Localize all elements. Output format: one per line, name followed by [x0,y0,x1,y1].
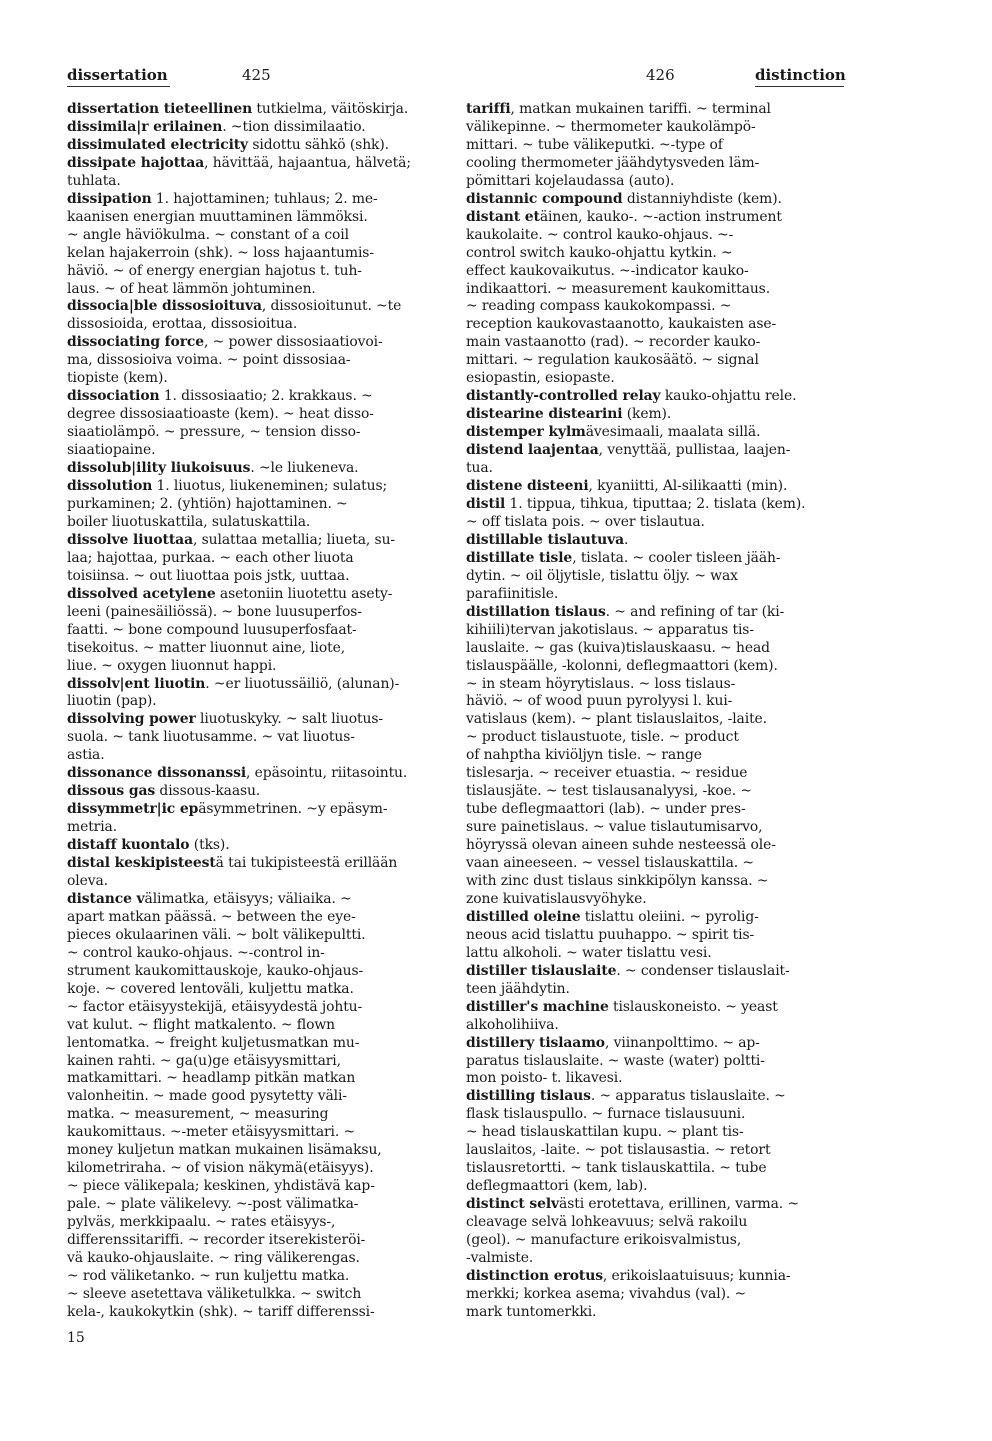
entry-line: ~ in steam höyrytislaus. ~ loss tislaus- [466,675,736,692]
entry-line: money kuljetun matkan mukainen lisämaksu, [67,1142,382,1159]
entry-line: distaff kuontalo (tks). [67,837,230,854]
headword: dissolution [67,478,153,495]
headword: distillate tisle [466,549,573,566]
entry-line: dissipation 1. hajottaminen; tuhlaus; 2. me- [67,190,378,207]
entry-line: tislesarja. ~ receiver etuastia. ~ residue [466,765,748,782]
entry-line: höyryssä olevan aineen suhde nesteessä ole- [466,837,776,854]
entry-line: with zinc dust tislaus sinkkipölyn kanssa. ~ [466,872,769,889]
entry-line: mon poisto- t. likavesi. [466,1070,623,1087]
entry-line: distinction erotus, erikoislaatuisuus; kunnia- [466,1267,791,1284]
entry-line: leeni (painesäiliössä). ~ bone luusuperfos- [67,603,362,620]
entry-line: distene disteeni, kyaniitti, Al-silikaatti (min). [466,478,788,495]
entry-line: ~ angle häviökulma. ~ constant of a coil [67,226,349,243]
entry-line: pieces okulaarinen väli. ~ bolt välikepultti. [67,926,366,943]
entry-line: kilometriraha. ~ of vision näkymä(etäisyys). [67,1160,374,1177]
dictionary-entry [466,604,847,909]
headword: dissimulated electricity [67,136,249,153]
entry-line: distiller's machine tislauskoneisto. ~ yeast [466,998,778,1015]
dictionary-entry [67,891,448,1322]
headword: dissonance dissonanssi [67,765,247,782]
entry-line: kela-, kaukokytkin (shk). ~ tariff differenssi- [67,1303,375,1320]
entry-line: distant etäinen, kauko-. ~-action instrument [466,208,782,225]
dictionary-entry [67,388,448,460]
dictionary-entry [466,550,847,604]
entry-line: pylväs, merkkipaalu. ~ rates etäisyys-, [67,1214,336,1231]
entry-line: distillery tislaamo, viinanpolttimo. ~ ap- [466,1034,760,1051]
entry-line: dissymmetr|ic epäsymmetrinen. ~y epäsym- [67,801,388,818]
entry-line: sure painetislaus. ~ value tislautumisarvo, [466,819,763,836]
entry-line: tariffi, matkan mukainen tariffi. ~ terminal [466,101,771,117]
headword: distillery tislaamo [466,1034,605,1051]
dictionary-entry [466,1196,847,1268]
dictionary-entry [67,765,448,783]
headword: dissertation tieteellinen [67,101,253,117]
dictionary-entry [466,191,847,209]
entry-line: distilled oleine tislattu oleiini. ~ pyrolig- [466,908,759,925]
entry-line: vaan aineeseen. ~ vessel tislauskattila. ~ [466,855,754,872]
entry-line: reception kaukovastaanotto, kaukaisten ase- [466,316,777,333]
entry-line: esiopastin, esiopaste. [466,370,615,387]
entry-line: alkoholihiiva. [466,1016,559,1033]
dictionary-entry [466,101,847,191]
headword: distilling tislaus [466,1088,591,1105]
entry-line: distillation tislaus. ~ and refining of tar (ki- [466,603,785,620]
headword: distil [466,495,506,512]
dictionary-entry [466,532,847,550]
entry-line: distend laajentaa, venyttää, pullistaa, laajen- [466,442,791,459]
headword: distinction erotus [466,1267,603,1284]
entry-line: dissimila|r erilainen. ~tion dissimilaatio. [67,118,366,135]
running-head-right: distinction [755,66,846,84]
headword: dissolub|ility liukoisuus [67,460,251,477]
headword: dissymmetr|ic ep [67,801,199,818]
headword: distilled oleine [466,908,581,925]
headword: dissolv|ent liuotin [67,675,206,692]
entry-line: distiller tislauslaite. ~ condenser tislauslait- [466,962,790,979]
entry-line: lauslaite. ~ gas (kuiva)tislauskaasu. ~ head [466,639,770,656]
headword: distannic compound [466,190,623,207]
dictionary-entry [67,801,448,837]
headword: dissocia|ble dissosioituva [67,298,262,315]
entry-line: dissolving power liuotuskyky. ~ salt liuotus- [67,711,384,728]
entry-line: control switch kauko-ohjattu kytkin. ~ [466,244,733,261]
entry-line: ~ rod väliketanko. ~ run kuljettu matka. [67,1267,350,1284]
entry-line: teen jäähdytin. [466,980,570,997]
entry-line: ~ off tislata pois. ~ over tislautua. [466,513,705,530]
entry-line: mittari. ~ tube välikeputki. ~-type of [466,136,723,153]
dictionary-entry [466,1035,847,1089]
entry-line: distearine distearini (kem). [466,406,672,423]
right-column [466,101,847,1322]
entry-line: ~ piece välikepala; keskinen, yhdistävä kap- [67,1178,375,1195]
entry-line: cooling thermometer jäähdytysveden läm- [466,154,760,171]
dictionary-entry [67,855,448,891]
headword: distillable tislautuva [466,531,624,548]
dictionary-entry [466,478,847,496]
entry-line: lentomatka. ~ freight kuljetusmatkan mu- [67,1034,360,1051]
entry-line: dissolv|ent liuotin. ~er liuotussäiliö, (alunan)- [67,675,400,692]
entry-line: distillable tislautuva. [466,531,629,548]
headword: distinct selv [466,1196,560,1213]
headword: distiller's machine [466,998,609,1015]
entry-line: lauslaitos, -laite. ~ pot tislausastia. ~ retort [466,1142,771,1159]
entry-line: dissolub|ility liukoisuus. ~le liukeneva. [67,460,359,477]
entry-line: kaukolaite. ~ control kauko-ohjaus. ~- [466,226,734,243]
entry-line: siaatiopaine. [67,442,156,459]
entry-line: paratus tislauslaite. ~ waste (water) poltti- [466,1052,765,1069]
entry-line: pömittari kojelaudassa (auto). [466,172,675,189]
dictionary-entry [67,478,448,532]
entry-line: ~ sleeve asetettava väliketulkka. ~ switch [67,1285,362,1302]
dictionary-entry [466,496,847,532]
entry-line: matka. ~ measurement, ~ measuring [67,1106,329,1123]
entry-line: dissous gas dissous-kaasu. [67,783,261,800]
entry-line: vatislaus (kem). ~ plant tislauslaitos, -laite. [466,711,767,728]
entry-line: flask tislauspullo. ~ furnace tislausuuni. [466,1106,746,1123]
headword: dissipate hajottaa [67,154,205,171]
entry-line: ~ reading compass kaukokompassi. ~ [466,298,732,315]
headword: tariffi [466,101,511,117]
entry-line: siaatiolämpö. ~ pressure, ~ tension disso- [67,424,361,441]
entry-line: liuotin (pap). [67,693,157,710]
dictionary-entry [67,783,448,801]
entry-line: dissertation tieteellinen tutkielma, väitöskirja. [67,101,409,117]
entry-line: distemper kylmävesimaali, maalata sillä. [466,424,761,441]
entry-line: distil 1. tippua, tihkua, tiputtaa; 2. tislata (kem). [466,495,806,512]
headword: distend laajentaa [466,442,599,459]
dictionary-entry [67,711,448,765]
headword: distaff kuontalo [67,837,190,854]
headword: distance v [67,890,145,907]
entry-line: effect kaukovaikutus. ~-indicator kauko- [466,262,749,279]
entry-line: vä kauko-ohjauslaite. ~ ring välikerengas. [67,1250,360,1266]
entry-line: mittari. ~ regulation kaukosäätö. ~ signal [466,352,759,369]
entry-line: distillate tisle, tislata. ~ cooler tisleen jääh- [466,549,781,566]
entry-line: dissociating force, ~ power dissosiaatiovoi- [67,334,383,351]
entry-line: of nahptha kiviöljyn tisle. ~ range [466,747,702,764]
entry-line: toisiinsa. ~ out liuottaa pois jstk, uuttaa. [67,567,350,584]
headword: distantly-controlled relay [466,388,661,405]
entry-line: koje. ~ covered lentoväli, kuljettu matka. [67,980,354,997]
entry-line: dissocia|ble dissosioituva, dissosioitunut. ~te [67,298,402,315]
entry-line: ~ control kauko-ohjaus. ~-control in- [67,944,325,961]
entry-line: lattu alkoholi. ~ water tislattu vesi. [466,944,712,961]
headword: distal keskipisteest [67,855,216,872]
entry-line: dissonance dissonanssi, epäsointu, riitasointu. [67,765,408,782]
dictionary-entry [466,406,847,424]
dictionary-entry [67,119,448,137]
entry-line: merkki; korkea asema; vivahdus (val). ~ [466,1285,747,1302]
entry-line: dissimulated electricity sidottu sähkö (shk). [67,136,389,153]
headword: dissociation [67,388,160,405]
entry-line: cleavage selvä lohkeavuus; selvä rakoilu [466,1214,748,1231]
entry-line: distilling tislaus. ~ apparatus tislauslaite. ~ [466,1088,786,1105]
page-number-right: 426 [646,66,675,84]
entry-line: pale. ~ plate välikelevy. ~-post välimatka- [67,1196,359,1213]
dictionary-entry [466,999,847,1035]
entry-line: oleva. [67,872,108,889]
dictionary-entry [466,442,847,478]
headword: distearine distearini [466,406,623,423]
entry-line: astia. [67,747,105,764]
entry-line: dytin. ~ oil öljytisle, tislattu öljy. ~ wax [466,567,738,584]
entry-line: parafiinitisle. [466,585,559,602]
entry-line: kainen rahti. ~ ga(u)ge etäisyysmittari, [67,1052,341,1069]
entry-line: dissolved acetylene asetoniin liuotettu asety- [67,585,393,602]
dictionary-entry [67,837,448,855]
dictionary-entry [67,460,448,478]
entry-line: deflegmaattori (kem, lab). [466,1178,648,1195]
entry-line: häviö. ~ of energy energian hajotus t. tuh- [67,262,362,279]
entry-line: kihiili)tervan jakotislaus. ~ apparatus tis- [466,621,754,638]
entry-line: matkamittari. ~ headlamp pitkän matkan [67,1070,356,1087]
headword: dissipation [67,190,152,207]
entry-line: metria. [67,819,118,836]
entry-line: laus. ~ of heat lämmön johtuminen. [67,280,316,297]
entry-line: tua. [466,460,493,477]
dictionary-entry [466,209,847,389]
entry-line: -valmiste. [466,1250,534,1266]
dictionary-entry [466,963,847,999]
entry-line: häviö. ~ of wood puun pyrolyysi l. kui- [466,693,733,710]
entry-line: indikaattori. ~ measurement kaukomittaus. [466,280,771,297]
dictionary-entry [67,101,448,119]
dictionary-entry [466,909,847,963]
entry-line: boiler liuotuskattila, sulatuskattila. [67,513,311,530]
dictionary-entry [67,137,448,155]
entry-line: dissipate hajottaa, hävittää, hajaantua, hälvetä; [67,154,411,171]
headword: distant et [466,208,540,225]
entry-line: tislausjäte. ~ test tislausanalyysi, -koe. ~ [466,783,752,800]
entry-line: dissosioida, erottaa, dissosioitua. [67,316,298,333]
entry-line: ma, dissosioiva voima. ~ point dissosiaa- [67,352,351,369]
running-head-left: dissertation [67,66,168,84]
headword: dissimila|r erilainen [67,118,223,135]
entry-line: purkaminen; 2. (yhtiön) hajottaminen. ~ [67,495,348,512]
entry-line: vat kulut. ~ flight matkalento. ~ flown [67,1016,336,1033]
entry-line: ~ head tislauskattilan kupu. ~ plant tis- [466,1124,744,1141]
left-column [67,101,448,1322]
dictionary-entry [466,1088,847,1196]
entry-line: distannic compound distanniyhdiste (kem). [466,190,782,207]
dictionary-entry [466,388,847,406]
entry-line: dissolution 1. liuotus, liukeneminen; sulatus; [67,478,388,495]
headword: distemper kylm [466,424,586,441]
entry-line: kaukomittaus. ~-meter etäisyysmittari. ~ [67,1124,356,1141]
entry-line: tisekoitus. ~ matter liuonnut aine, liote, [67,639,346,656]
headword: dissolving power [67,711,196,728]
entry-line: tislauspäälle, -kolonni, deflegmaattori (kem). [466,657,778,674]
entry-line: dissolve liuottaa, sulattaa metallia; liueta, su- [67,531,396,548]
dictionary-entry [67,586,448,676]
entry-line: ~ factor etäisyystekijä, etäisyydestä johtu- [67,998,363,1015]
entry-line: suola. ~ tank liuotusamme. ~ vat liuotus- [67,729,355,746]
header-rule-right [755,86,844,87]
entry-line: tube deflegmaattori (lab). ~ under pres- [466,801,746,818]
dictionary-entry [67,532,448,586]
entry-line: laa; hajottaa, purkaa. ~ each other liuota [67,549,354,566]
headword: distene disteeni [466,478,589,495]
headword: distillation tislaus [466,603,606,620]
headword: dissolved acetylene [67,585,216,602]
headword: distiller tislauslaite [466,962,617,979]
entry-line: liue. ~ oxygen liuonnut happi. [67,657,277,674]
dictionary-entry [67,298,448,334]
entry-line: faatti. ~ bone compound luusuperfosfaat- [67,621,357,638]
entry-line: välikepinne. ~ thermometer kaukolämpö- [466,118,756,135]
headword: dissociating force [67,334,205,351]
entry-line: apart matkan päässä. ~ between the eye- [67,908,356,925]
page-number-left: 425 [242,66,271,84]
entry-line: neous acid tislattu puuhappo. ~ spirit tis- [466,926,755,943]
entry-line: zone kuivatislausvyöhyke. [466,890,647,907]
entry-line: degree dissosiaatioaste (kem). ~ heat disso- [67,406,374,423]
headword: dissolve liuottaa [67,531,193,548]
entry-line: ~ product tislaustuote, tisle. ~ product [466,729,739,746]
signature-number: 15 [67,1330,85,1346]
entry-line: dissociation 1. dissosiaatio; 2. krakkaus. ~ [67,388,373,405]
entry-line: distance välimatka, etäisyys; väliaika. ~ [67,890,352,907]
entry-line: kaanisen energian muuttaminen lämmöksi. [67,208,368,225]
entry-line: (geol). ~ manufacture erikoisvalmistus, [466,1232,742,1249]
dictionary-entry [67,334,448,388]
header-rule-left [67,86,170,87]
entry-line: main vastaanotto (rad). ~ recorder kauko- [466,334,761,351]
entry-line: tislausretortti. ~ tank tislauskattila. ~ tube [466,1160,767,1177]
dictionary-entry [67,155,448,191]
dictionary-entry [466,424,847,442]
entry-line: distantly-controlled relay kauko-ohjattu rele. [466,388,797,405]
entry-line: mark tuntomerkki. [466,1303,597,1320]
entry-line: kelan hajakerroin (shk). ~ loss hajaantumis- [67,244,374,261]
entry-line: differenssitariffi. ~ recorder itserekisteröi- [67,1232,366,1249]
dictionary-entry [466,1268,847,1322]
dictionary-entry [67,676,448,712]
headword: dissous gas [67,783,156,800]
entry-line: valonheitin. ~ made good pysytetty väli- [67,1088,347,1105]
entry-line: strument kaukomittauskoje, kauko-ohjaus- [67,962,364,979]
dictionary-entry [67,191,448,299]
entry-line: distal keskipisteestä tai tukipisteestä erillään [67,855,398,872]
entry-line: tiopiste (kem). [67,370,168,387]
entry-line: tuhlata. [67,172,121,189]
entry-line: distinct selvästi erotettava, erillinen, varma. ~ [466,1196,799,1213]
